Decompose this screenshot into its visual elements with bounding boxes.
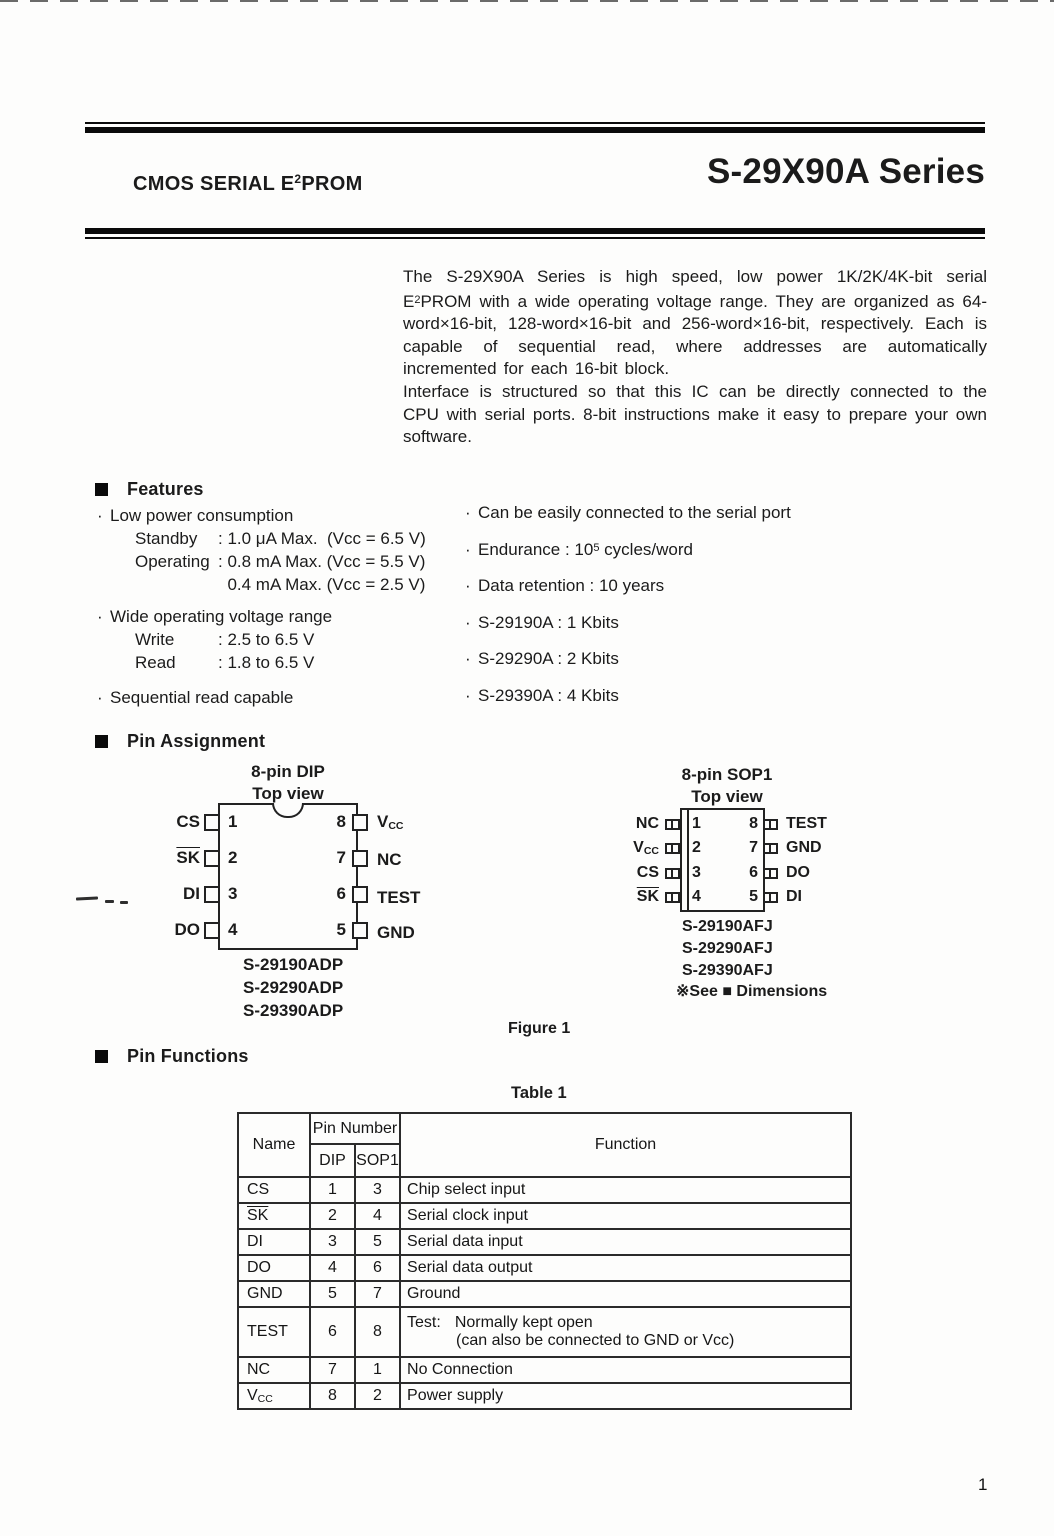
dip-pin-label-di: DI	[183, 884, 200, 903]
feature-text: Wide operating voltage range	[110, 607, 333, 626]
sop-pin-2-box	[665, 843, 680, 854]
dip-pin-5-box	[352, 922, 368, 939]
feature-superscript: 5	[593, 541, 600, 554]
column-header-function: Function	[400, 1113, 851, 1177]
table-row	[238, 1177, 851, 1203]
feature-sub-label: Standby	[135, 529, 198, 548]
dip-package-title	[208, 761, 368, 805]
sop1-number-cell: 3	[355, 1177, 400, 1203]
pin-name-cell: NC	[238, 1357, 310, 1383]
header-rule-thick-top	[85, 127, 985, 133]
intro-p1-text: The S-29X90A Series is high speed, low power 1K/2K/4K-bit serial E	[403, 267, 987, 311]
bullet-icon: ·	[465, 539, 471, 559]
bullet-icon: ·	[465, 649, 471, 668]
bullet-icon: ·	[465, 503, 471, 522]
vcc-subscript: CC	[257, 1393, 273, 1405]
sop-pin-label-gnd: GND	[786, 839, 822, 856]
feature-subline	[97, 651, 457, 674]
sop1-number-cell: 8	[355, 1307, 400, 1357]
test-prefix: Test:	[407, 1314, 441, 1331]
features-heading	[95, 479, 204, 500]
table-row	[238, 1357, 851, 1383]
feature-text: Sequential read capable	[110, 688, 294, 707]
function-cell: Chip select input	[400, 1177, 851, 1203]
pin-name-cell: TEST	[238, 1307, 310, 1357]
dip-number-cell: 6	[310, 1307, 355, 1357]
feature-sub-value: : 1.8 to 6.5 V	[218, 653, 315, 672]
dip-model: S-29190ADP	[243, 955, 344, 974]
pin-functions-heading	[95, 1046, 249, 1067]
feature-item	[97, 504, 457, 527]
function-cell	[400, 1307, 851, 1357]
feature-sub-value: : 1.0 μA Max. (Vcc = 6.5 V)	[218, 529, 426, 548]
feature-sub-label: Write	[135, 630, 175, 649]
sop-package-inner-line	[687, 808, 689, 912]
sop1-number-cell: 4	[355, 1203, 400, 1229]
table-row	[238, 1307, 851, 1357]
sop1-number-cell: 5	[355, 1229, 400, 1255]
bullet-icon: ·	[465, 685, 471, 705]
table-caption: Table 1	[511, 1084, 567, 1102]
figure-caption: Figure 1	[508, 1020, 571, 1037]
sop-pin-label-sk: $\overline{SK}$	[636, 888, 659, 905]
dip-pin-number: 8	[336, 812, 346, 831]
sop-dimensions-note: ※See ■ Dimensions	[676, 983, 828, 1000]
function-cell: Serial data output	[400, 1255, 851, 1281]
pencil-mark-artifact	[120, 901, 128, 904]
vcc-v: V	[633, 839, 644, 856]
sop-title-line: 8-pin SOP1	[681, 765, 773, 784]
bullet-icon: ·	[97, 688, 103, 707]
feature-text-end: cycles/word	[599, 539, 693, 559]
dip-pin-8-box	[352, 814, 368, 831]
dip-number-cell: 5	[310, 1281, 355, 1307]
table-row	[238, 1383, 851, 1409]
bullet-icon: ·	[465, 612, 471, 632]
dip-pin-number: 3	[228, 884, 238, 903]
sop-pin-number: 6	[749, 864, 758, 881]
function-cell: No Connection	[400, 1357, 851, 1383]
sop1-number-cell: 1	[355, 1357, 400, 1383]
sop-pin-number: 2	[692, 839, 701, 856]
pin-functions-heading-label: Pin Functions	[127, 1046, 249, 1066]
dip-pin-3-box	[204, 886, 220, 903]
subtitle-text-end: PROM	[301, 173, 363, 195]
column-header-pin-number: Pin Number	[310, 1113, 400, 1144]
sop-model: S-29290AFJ	[682, 940, 773, 957]
feature-item	[465, 686, 895, 706]
dip-pin-number: 4	[228, 920, 238, 939]
feature-text: S-29390A : 4 Kbits	[478, 685, 619, 705]
feature-item	[97, 686, 457, 709]
dip-number-cell: 2	[310, 1203, 355, 1229]
function-line-2: (can also be connected to GND or Vcc)	[456, 1332, 735, 1349]
dip-pin-label-sk: $\overline{SK}$	[176, 848, 200, 867]
sop-pin-label-cs: CS	[636, 864, 659, 881]
sop1-number-cell: 6	[355, 1255, 400, 1281]
sop-pin-7-box	[763, 843, 778, 854]
dip-pin-label-do: DO	[174, 920, 200, 939]
dip-model: S-29390ADP	[243, 1000, 344, 1020]
dip-pin-6-box	[352, 886, 368, 903]
feature-text: Low power consumption	[110, 506, 294, 525]
sop-pin-number: 7	[749, 839, 758, 856]
intro-p1-superscript: 2	[414, 293, 421, 306]
feature-subline	[97, 527, 457, 550]
function-line-1	[407, 1314, 850, 1332]
sop-pin-number: 3	[692, 864, 701, 881]
function-cell: Serial data input	[400, 1229, 851, 1255]
dip-pin-label-nc: NC	[377, 850, 402, 869]
sop1-number-cell: 2	[355, 1383, 400, 1409]
dip-topview-line: Top view	[252, 784, 324, 803]
pin-name-cell: CS	[238, 1177, 310, 1203]
feature-sub-value: : 2.5 to 6.5 V	[218, 630, 315, 649]
sop-pin-number: 1	[692, 815, 701, 832]
pin-functions-table	[237, 1112, 852, 1410]
feature-sub-label: Read	[135, 653, 176, 672]
bullet-icon: ·	[97, 607, 103, 626]
dip-model-list	[243, 954, 343, 1022]
intro-paragraph-2: Interface is structured so that this IC can be directly connected to the CPU with serial ports. 8-bit instructions make it easy to prepare your own software.	[403, 381, 987, 447]
section-square-icon	[95, 483, 108, 496]
pin-name-cell: GND	[238, 1281, 310, 1307]
sop-pin-label-test: TEST	[786, 815, 827, 832]
dip-pin-7-box	[352, 850, 368, 867]
sop-pin-3-box	[665, 868, 680, 879]
pin-name-cell: DI	[238, 1229, 310, 1255]
page-number: 1	[978, 1475, 988, 1494]
feature-item	[465, 503, 895, 523]
subtitle-text: CMOS SERIAL E	[133, 173, 295, 195]
dip-pin-number: 1	[228, 812, 238, 831]
dip-pin-2-box	[204, 850, 220, 867]
features-list-right	[465, 503, 895, 722]
dip-title-line: 8-pin DIP	[251, 762, 325, 781]
pin-name-cell	[238, 1383, 310, 1409]
feature-item	[97, 605, 457, 628]
feature-text: Endurance : 10	[478, 539, 594, 559]
sop-pin-label-vcc	[595, 839, 659, 860]
dip-number-cell: 1	[310, 1177, 355, 1203]
dip-number-cell: 4	[310, 1255, 355, 1281]
section-square-icon	[95, 1050, 108, 1063]
column-header-dip: DIP	[310, 1144, 355, 1177]
vcc-v: V	[377, 812, 389, 831]
sk-overline-label: $\overline{SK}$	[247, 1207, 269, 1224]
dip-pin-number: 5	[336, 920, 346, 939]
header-rule-thick-bottom	[85, 228, 985, 234]
intro-paragraph-1	[403, 266, 987, 381]
document-subtitle	[133, 172, 363, 196]
vcc-v: V	[247, 1387, 258, 1404]
dip-model: S-29290ADP	[243, 977, 344, 997]
bullet-icon: ·	[465, 576, 471, 595]
intro-p1-text-end: PROM with a wide operating voltage range. They are organized as 64-word×16-bit, 128-word×16-bit and 256-word×16-bit, respectively. Each is capable of sequential read, where addresses are automatically incremented for each 16-bit block.	[403, 291, 987, 379]
dip-pin-label-gnd: GND	[377, 923, 415, 942]
sop-pin-number: 8	[749, 815, 758, 832]
feature-subline	[97, 550, 457, 573]
features-list-left	[97, 504, 457, 709]
scan-artifact-top-line	[0, 0, 1054, 2]
feature-subline	[97, 628, 457, 651]
sop-model: S-29390AFJ	[682, 962, 773, 979]
page-title: S-29X90A Series	[707, 152, 985, 191]
column-header-name: Name	[238, 1113, 310, 1177]
header-rule-thin-top	[85, 122, 985, 124]
sop1-number-cell: 7	[355, 1281, 400, 1307]
dip-number-cell: 7	[310, 1357, 355, 1383]
dip-pin-number: 7	[336, 848, 346, 867]
dip-number-cell: 3	[310, 1229, 355, 1255]
feature-text: S-29290A : 2 Kbits	[478, 649, 619, 668]
feature-item	[465, 649, 895, 669]
function-cell: Ground	[400, 1281, 851, 1307]
vcc-subscript: CC	[643, 845, 659, 857]
sop-pin-5-box	[763, 892, 778, 903]
dip-pin-label-cs: CS	[176, 812, 200, 831]
test-line1-text: Normally kept open	[454, 1314, 593, 1331]
feature-item	[465, 540, 895, 560]
sop-pin-label-nc: NC	[635, 815, 659, 832]
pencil-mark-artifact	[105, 900, 114, 903]
table-row	[238, 1203, 851, 1229]
pencil-mark-artifact	[76, 896, 98, 900]
dip-pin-number: 6	[336, 884, 346, 903]
table-row	[238, 1281, 851, 1307]
pin-assignment-heading-label: Pin Assignment	[127, 731, 266, 751]
table-row	[238, 1255, 851, 1281]
table-row	[238, 1229, 851, 1255]
dip-pin-label-vcc	[377, 813, 404, 835]
feature-text: Data retention : 10 years	[478, 576, 665, 595]
bullet-icon: ·	[97, 506, 103, 525]
dip-pin-1-box	[204, 814, 220, 831]
sop-package-title	[647, 764, 807, 808]
section-square-icon	[95, 735, 108, 748]
sop-topview-line: Top view	[691, 787, 763, 806]
feature-sub-value: 0.4 mA Max. (Vcc = 2.5 V)	[218, 575, 426, 594]
sop-model: S-29190AFJ	[682, 918, 773, 935]
sop-pin-1-box	[665, 819, 680, 830]
feature-sub-label: Operating	[135, 552, 210, 571]
pin-assignment-heading	[95, 731, 265, 752]
sop-pin-label-di: DI	[786, 888, 802, 905]
feature-sub-label	[135, 573, 218, 596]
pin-name-cell	[238, 1203, 310, 1229]
feature-item	[465, 613, 895, 633]
dip-pin-number: 2	[228, 848, 238, 867]
feature-item	[465, 576, 895, 596]
dip-pin-label-test: TEST	[377, 888, 421, 907]
function-cell: Power supply	[400, 1383, 851, 1409]
dip-number-cell: 8	[310, 1383, 355, 1409]
intro-paragraphs	[403, 266, 987, 449]
feature-subline	[97, 573, 457, 596]
vcc-subscript: CC	[388, 820, 404, 832]
sop-pin-number: 5	[749, 888, 758, 905]
sop-pin-8-box	[763, 819, 778, 830]
features-heading-label: Features	[127, 479, 204, 499]
feature-text: S-29190A : 1 Kbits	[478, 612, 619, 632]
sop-pin-6-box	[763, 868, 778, 879]
sop-pin-number: 4	[692, 888, 701, 905]
sop-pin-label-do: DO	[786, 864, 810, 881]
function-cell: Serial clock input	[400, 1203, 851, 1229]
feature-sub-value: : 0.8 mA Max. (Vcc = 5.5 V)	[218, 552, 426, 571]
feature-text: Can be easily connected to the serial port	[478, 503, 791, 522]
sop-pin-4-box	[665, 892, 680, 903]
header-rule-thin-bottom	[85, 237, 985, 239]
subtitle-superscript: 2	[294, 172, 302, 186]
sop-model-list	[682, 916, 773, 982]
pin-name-cell: DO	[238, 1255, 310, 1281]
column-header-sop1: SOP1	[355, 1144, 400, 1177]
dip-pin-4-box	[204, 922, 220, 939]
